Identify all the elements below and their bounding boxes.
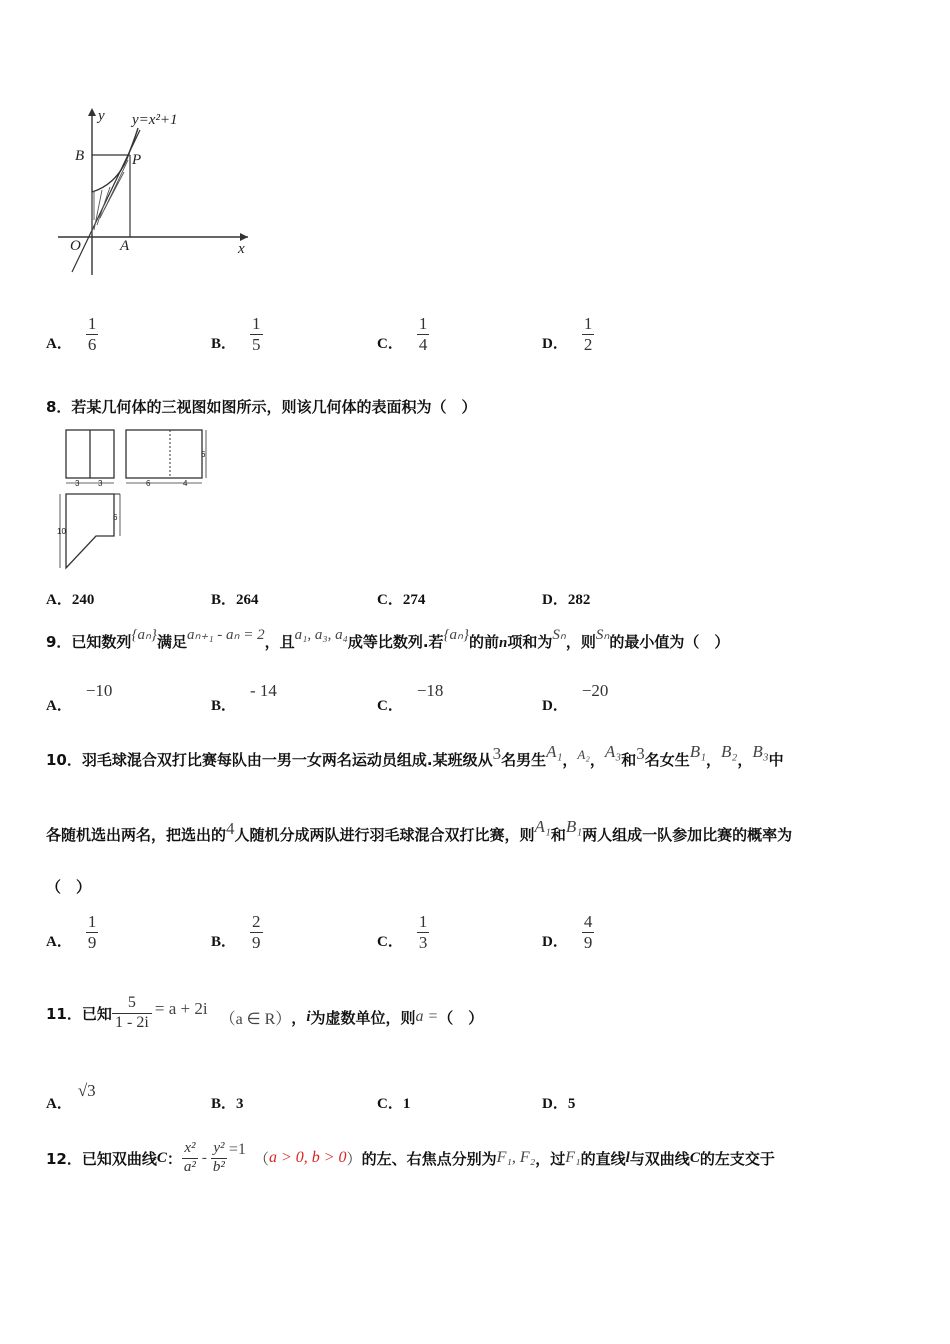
- q11-option-c[interactable]: C．1: [377, 1096, 411, 1112]
- point-b-label: B: [75, 148, 85, 164]
- q10-option-b[interactable]: B． $\frac{2}{9}$: [211, 912, 261, 952]
- dim-top-v: 6: [113, 513, 118, 522]
- q9-option-c[interactable]: C．−18: [377, 681, 444, 714]
- q9-option-d[interactable]: D．−20: [542, 681, 609, 714]
- q8-option-b[interactable]: B．264: [211, 592, 259, 608]
- q10-line3: （ ）: [46, 878, 92, 896]
- dim-side-b: 4: [183, 479, 188, 488]
- q8-option-a[interactable]: A．240: [46, 592, 95, 608]
- option-label: A．: [46, 335, 72, 352]
- q8-option-c[interactable]: C．274: [377, 592, 426, 608]
- q10-option-d[interactable]: D． $\frac{4}{9}$: [542, 912, 593, 952]
- q12-frac-x: $\frac{\text{x²}}{\text{a²}}$: [183, 1140, 196, 1175]
- axis-x-label: x: [238, 241, 245, 257]
- option-fraction: $\frac{1}{6}$: [87, 314, 97, 354]
- q9-stem: 9．已知数列{aₙ}满足aₙ₊₁ - aₙ = 2，且a₁, a₃, a₄成等比数列.若{aₙ}的前n项和为Sₙ，则Sₙ的最小值为（ ）: [46, 627, 730, 651]
- q11-option-d[interactable]: D．5: [542, 1096, 576, 1112]
- q11-option-a[interactable]: A．√3: [46, 1081, 96, 1112]
- option-label: B．: [211, 335, 237, 352]
- q7-option-a[interactable]: [46, 314, 98, 355]
- q7-option-c[interactable]: [377, 314, 429, 355]
- axis-y-label: y: [98, 108, 105, 124]
- parabola-figure: [50, 100, 260, 285]
- q11-stem: 11．已知 $\frac{5}{1 - 2i}$ = a + 2i （a ∈ R） ， i 为虚数单位，则 a = （ ）: [46, 994, 484, 1031]
- option-label: D．: [542, 335, 568, 352]
- option-label: C．: [377, 335, 403, 352]
- q12-stem: 12．已知双曲线 C ： $\frac{\text{x²}}{\text{a²}}$ - $\frac{\text{y²}}{\text{b²}}$ =1 （ a > 0, b > 0 ） 的左、右焦点分别为 F₁, F₂ ，过 F₁ 的直线 l 与双曲线 C 的左支交于: [46, 1140, 775, 1175]
- q12-frac-y: $\frac{\text{y²}}{\text{b²}}$: [212, 1140, 225, 1175]
- q7-option-d[interactable]: [542, 314, 594, 355]
- dim-top-h: 10: [57, 527, 66, 536]
- dim-front-a: 3: [75, 479, 80, 488]
- q8-option-d[interactable]: D．282: [542, 592, 591, 608]
- point-o-label: O: [70, 238, 81, 254]
- dim-side-a: 6: [146, 479, 151, 488]
- option-fraction: $\frac{1}{5}$: [252, 314, 261, 354]
- point-a-label: A: [120, 238, 130, 254]
- q10-option-a[interactable]: A． $\frac{1}{9}$: [46, 912, 97, 952]
- option-fraction: $\frac{1}{2}$: [583, 314, 593, 354]
- curve-label: y=x²+1: [132, 112, 178, 128]
- q7-option-b[interactable]: [211, 314, 263, 355]
- q9-option-a[interactable]: A．−10: [46, 681, 113, 714]
- option-fraction: $\frac{1}{4}$: [418, 314, 428, 354]
- q10-option-c[interactable]: C． $\frac{1}{3}$: [377, 912, 428, 952]
- point-p-label: P: [132, 152, 142, 168]
- q10-line2: 各随机选出两名，把选出的4人随机分成两队进行羽毛球混合双打比赛，则A₁和B₁两人组成一队参加比赛的概率为: [46, 817, 793, 844]
- dim-front-b: 3: [98, 479, 103, 488]
- q10-line1: 10．羽毛球混合双打比赛每队由一男一女两名运动员组成.某班级从3名男生A₁，A₂，A₃和3名女生B₁，B₂，B₃中: [46, 742, 784, 769]
- q8-stem: 8．若某几何体的三视图如图所示，则该几何体的表面积为（ ）: [46, 398, 477, 416]
- dim-side-h: 6: [201, 450, 206, 459]
- q11-option-b[interactable]: B．3: [211, 1096, 244, 1112]
- q11-fraction: $\frac{5}{1 - 2i}$: [112, 994, 152, 1033]
- three-view-figure: [56, 426, 216, 576]
- q9-option-b[interactable]: B．- 14: [211, 681, 277, 714]
